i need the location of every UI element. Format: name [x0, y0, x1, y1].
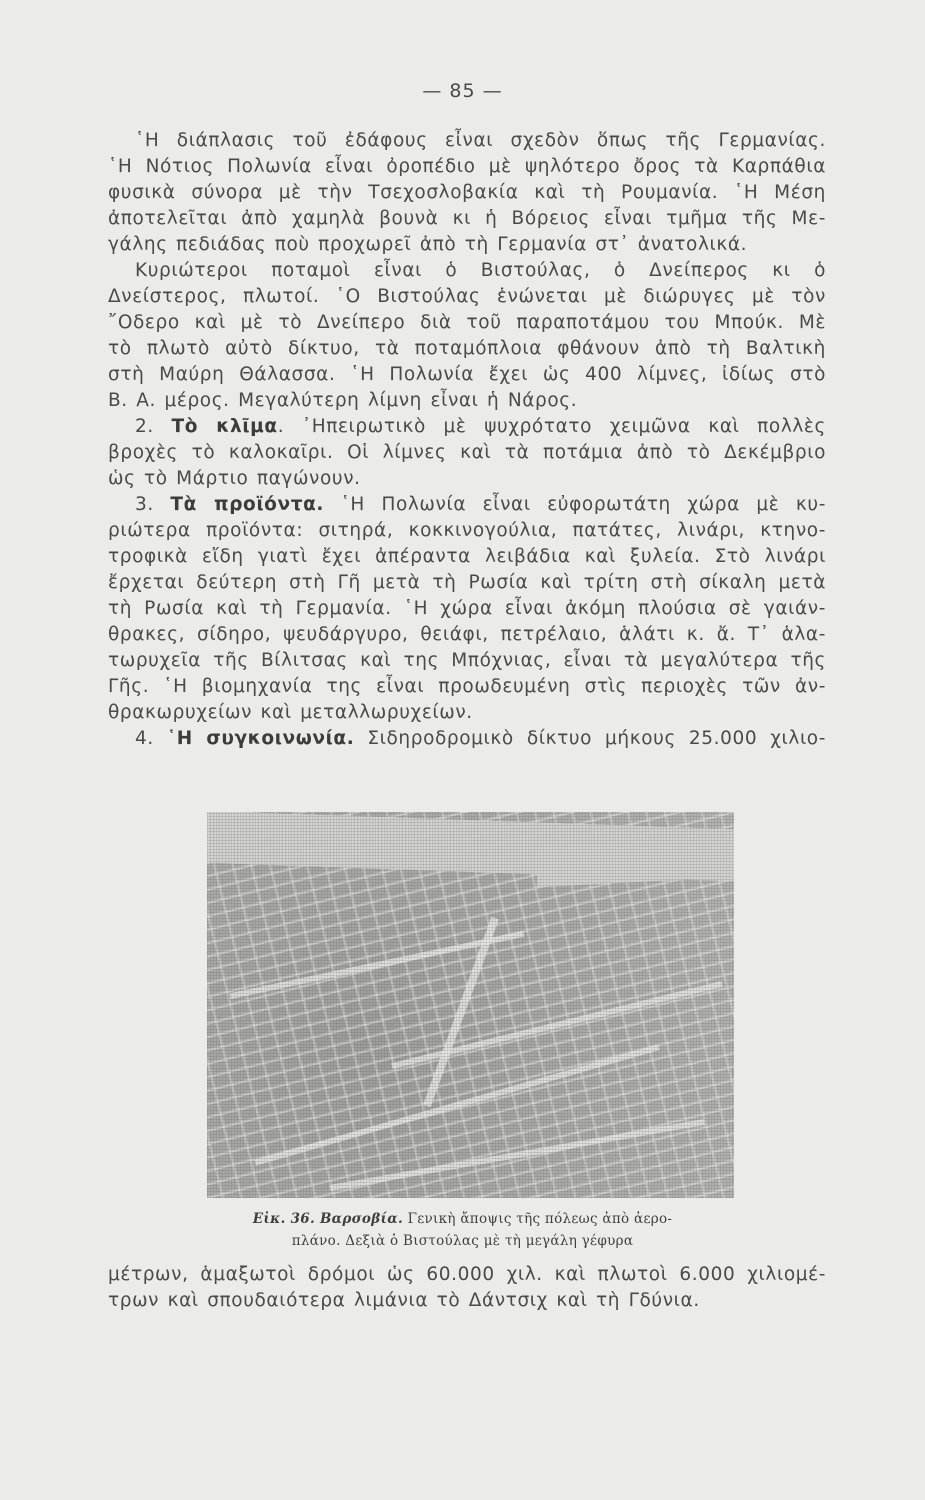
text-run: Πολωνία εἶναι ὀροπέδιο μὲ ψηλότερο ὄρος τὰ Καρπάθια: [213, 156, 826, 177]
text-line: [108, 388, 826, 414]
text-run: 3.: [135, 494, 171, 515]
figure-halftone: [207, 812, 734, 1198]
text-run: 2.: [135, 416, 172, 437]
body-text-top: [108, 128, 826, 752]
text-run: ριώτερα προϊόντα: σιτηρά, κοκκινογούλια, πατάτες, λινάρι, κτηνο-: [108, 520, 826, 541]
text-run: ῎Οδερο καὶ μὲ τὸ Δνείπερο διὰ τοῦ παραποτάμου του Μπούκ. Μὲ: [108, 312, 826, 333]
caption-line-2: πλάνο. Δεξιὰ ὁ Βιστούλας μὲ τὴ μεγάλη γέφυρα: [291, 1233, 634, 1249]
text-line: [108, 206, 826, 232]
text-run: μέτρων, ἁμαξωτοὶ δρόμοι ὡς 60.000 χιλ. καὶ πλωτοὶ 6.000 χιλιομέ-: [108, 1264, 826, 1285]
page-number: — 85 —: [422, 80, 503, 102]
section-heading: Τὸ κλῖμα: [171, 416, 278, 437]
body-text-bottom: [108, 1262, 826, 1314]
text-run: τροφικὰ εἴδη γιατὶ ἔχει ἀπέραντα λειβάδια καὶ ξυλεία. Στὸ λινάρι: [108, 546, 826, 567]
text-run: Δνείστερος, πλωτοί. ῾Ο Βιστούλας ἑνώνεται μὲ διώρυγες μὲ τὸν: [108, 286, 826, 307]
text-line: [108, 466, 826, 492]
text-run: Γῆς. ῾Η βιομηχανία της εἶναι προωδευμένη στὶς περιοχὲς τῶν ἀν-: [108, 676, 826, 697]
text-run: ῾Η διάπλασις τοῦ ἐδάφους εἶναι σχεδὸν ὅπως τῆς Γερμανίας.: [135, 130, 826, 151]
text-line: [108, 1262, 826, 1288]
text-line: [108, 622, 826, 648]
text-line: [108, 180, 826, 206]
text-run: Νότιος: [145, 156, 214, 177]
caption-line-1: [0, 1208, 925, 1230]
text-line: [108, 232, 826, 258]
text-run: γάλης πεδιάδας ποὺ προχωρεῖ ἀπὸ τὴ Γερμανία στ᾽ ἀνατολικά.: [108, 234, 748, 255]
text-line: [108, 414, 826, 440]
text-line: [108, 674, 826, 700]
text-run: ἀποτελεῖται ἀπὸ χαμηλὰ βουνὰ κι ἡ Βόρειος εἶναι τμῆμα τῆς Με-: [108, 208, 826, 229]
figure-caption: [0, 1208, 925, 1252]
text-line: [108, 258, 826, 284]
text-run: τὸ πλωτὸ αὐτὸ δίκτυο, τὰ ποταμόπλοια φθάνουν ἀπὸ τὴ Βαλτικὴ: [108, 338, 826, 359]
text-run: ῾Η: [108, 156, 146, 177]
caption-label: Εἰκ. 36. Βαρσοβία.: [252, 1211, 403, 1227]
text-run: ἔρχεται δεύτερη στὴ Γῆ μετὰ τὴ Ρωσία καὶ τρίτη στὴ σίκαλη μετὰ: [108, 572, 826, 593]
text-run: . ᾽Ηπειρωτικὸ μὲ ψυχρότατο χειμῶνα καὶ πολλὲς: [277, 416, 826, 437]
text-line: [108, 518, 826, 544]
text-line: [108, 128, 826, 154]
text-line: [108, 284, 826, 310]
text-line: [108, 648, 826, 674]
text-line: [108, 362, 826, 388]
text-run: βροχὲς τὸ καλοκαῖρι. Οἱ λίμνες καὶ τὰ ποτάμια ἀπὸ τὸ Δεκέμβριο: [108, 442, 826, 463]
text-line: [108, 492, 826, 518]
figure-photo: [207, 812, 734, 1198]
text-run: τρων καὶ σπουδαιότερα λιμάνια τὸ Δάντσιχ καὶ τὴ Γδύνια.: [108, 1290, 700, 1311]
text-run: θρακες, σίδηρο, ψευδάργυρο, θειάφι, πετρέλαιο, ἁλάτι κ. ἄ. Τ᾽ ἁλα-: [108, 624, 826, 645]
text-line: [108, 310, 826, 336]
text-line: [108, 154, 826, 180]
section-heading: ῾Η συγκοινωνία.: [166, 728, 355, 749]
text-line: [108, 596, 826, 622]
section-heading: Τὰ προϊόντα.: [170, 494, 325, 515]
text-run: στὴ Μαύρη Θάλασσα. ῾Η Πολωνία ἔχει ὡς 400 λίμνες, ἰδίως στὸ: [108, 364, 826, 385]
text-line: [108, 544, 826, 570]
text-run: τὴ Ρωσία καὶ τὴ Γερμανία. ῾Η χώρα εἶναι ἀκόμη πλούσια σὲ γαιάν-: [108, 598, 826, 619]
text-line: [108, 700, 826, 726]
text-run: Κυριώτεροι ποταμοὶ εἶναι ὁ Βιστούλας, ὁ Δνείπερος κι ὁ: [135, 260, 826, 281]
text-line: [108, 1288, 826, 1314]
text-run: ὡς τὸ Μάρτιο παγώνουν.: [108, 468, 361, 489]
text-run: τωρυχεῖα τῆς Βίλιτσας καὶ της Μπόχνιας, εἶναι τὰ μεγαλύτερα τῆς: [108, 650, 826, 671]
text-run: φυσικὰ σύνορα μὲ τὴν Τσεχοσλοβακία καὶ τὴ Ρουμανία. ῾Η Μέση: [108, 182, 826, 203]
text-run: θρακωρυχείων καὶ μεταλλωρυχείων.: [108, 702, 473, 723]
text-line: [108, 570, 826, 596]
text-line: [108, 726, 826, 752]
text-run: 4.: [135, 728, 167, 749]
caption-text: Γενικὴ ἄποψις τῆς πόλεως ἀπὸ ἀερο-: [402, 1211, 673, 1227]
text-line: [108, 440, 826, 466]
text-run: Σιδηροδρομικὸ δίκτυο μήκους 25.000 χιλιο-: [354, 728, 827, 749]
text-run: Β. Α. μέρος. Μεγαλύτερη λίμνη εἶναι ἡ Νάρος.: [108, 390, 578, 411]
text-line: [108, 336, 826, 362]
text-run: ῾Η Πολωνία εἶναι εὐφορωτάτη χώρα μὲ κυ-: [324, 494, 826, 515]
